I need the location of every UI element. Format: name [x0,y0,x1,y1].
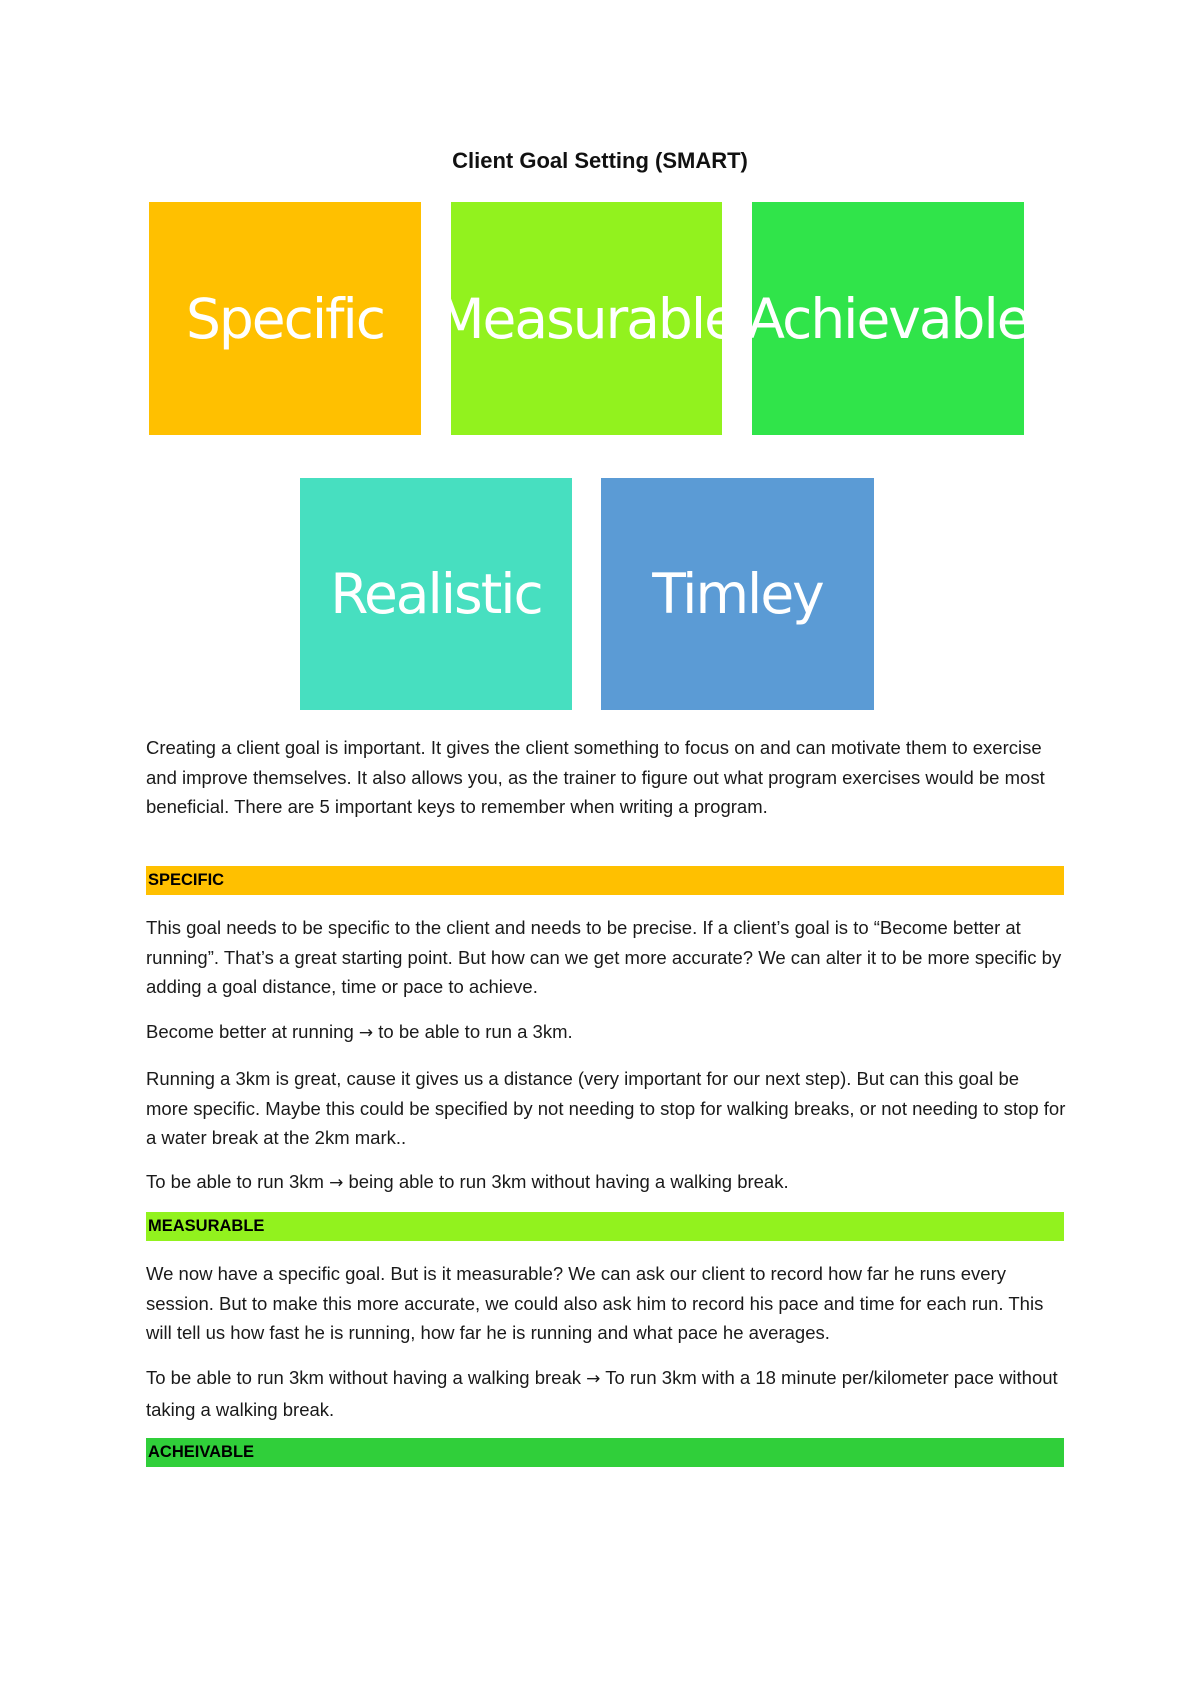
example-to: To run 3km with a 18 minute per/kilometer pace without taking a walking break. [146,1367,1058,1420]
tile-label: Measurable [437,286,736,351]
paragraph-text: We now have a specific goal. But is it measurable? We can ask our client to record how far he runs every session. But to make this more accurate, we could also ask him to record his pace and time for each run. This will tell us how fast he is running, how far he is running and what pace he averages. [146,1263,1044,1343]
example-to: to be able to run a 3km. [378,1021,573,1042]
tile-label: Timley [652,562,823,626]
example-from: Become better at running [146,1021,354,1042]
heading-label: MEASURABLE [148,1217,265,1235]
tile-timely [601,478,874,710]
page-title: Client Goal Setting (SMART) [452,148,748,173]
specific-paragraph-1 [146,913,1066,1002]
measurable-example [146,1363,1066,1424]
section-heading-achievable [146,1438,1064,1467]
tile-achievable [747,202,1029,435]
arrow-right-icon: → [358,1023,374,1043]
example-from: To be able to run 3km without having a walking break [146,1367,582,1388]
tile-label: Realistic [330,562,542,626]
heading-label: SPECIFIC [148,871,225,889]
arrow-right-icon: → [586,1369,601,1389]
specific-example-1 [146,1017,1066,1049]
tile-label: Achievable [747,286,1029,351]
section-heading-specific [146,866,1064,895]
tile-measurable [437,202,736,435]
intro-paragraph [146,733,1066,822]
intro-text: Creating a client goal is important. It gives the client something to focus on and can motivate them to exercise and improve themselves. It also allows you, as the trainer to figure out what program exercises would be most beneficial. There are 5 important keys to remember when writing a program. [146,737,1045,817]
tile-specific [149,202,421,435]
example-from: To be able to run 3km [146,1171,324,1192]
specific-paragraph-2 [146,1064,1066,1153]
specific-example-2 [146,1167,1066,1199]
paragraph-text: Running a 3km is great, cause it gives us a distance (very important for our next step). But can this goal be more specific. Maybe this could be specified by not needing to stop for walking breaks, or not needing to stop for a water break at the 2km mark.. [146,1068,1066,1148]
paragraph-text: This goal needs to be specific to the client and needs to be precise. If a client’s goal is to “Become better at running”. That’s a great starting point. But how can we get more accurate? We can alter it to be more specific by adding a goal distance, time or pace to achieve. [146,917,1062,997]
arrow-right-icon: → [329,1173,344,1193]
tile-label: Specific [185,286,385,351]
heading-label: ACHEIVABLE [148,1443,255,1461]
section-heading-measurable [146,1212,1064,1241]
example-to: being able to run 3km without having a walking break. [348,1171,789,1192]
measurable-paragraph-1 [146,1259,1066,1348]
tile-realistic [300,478,572,710]
